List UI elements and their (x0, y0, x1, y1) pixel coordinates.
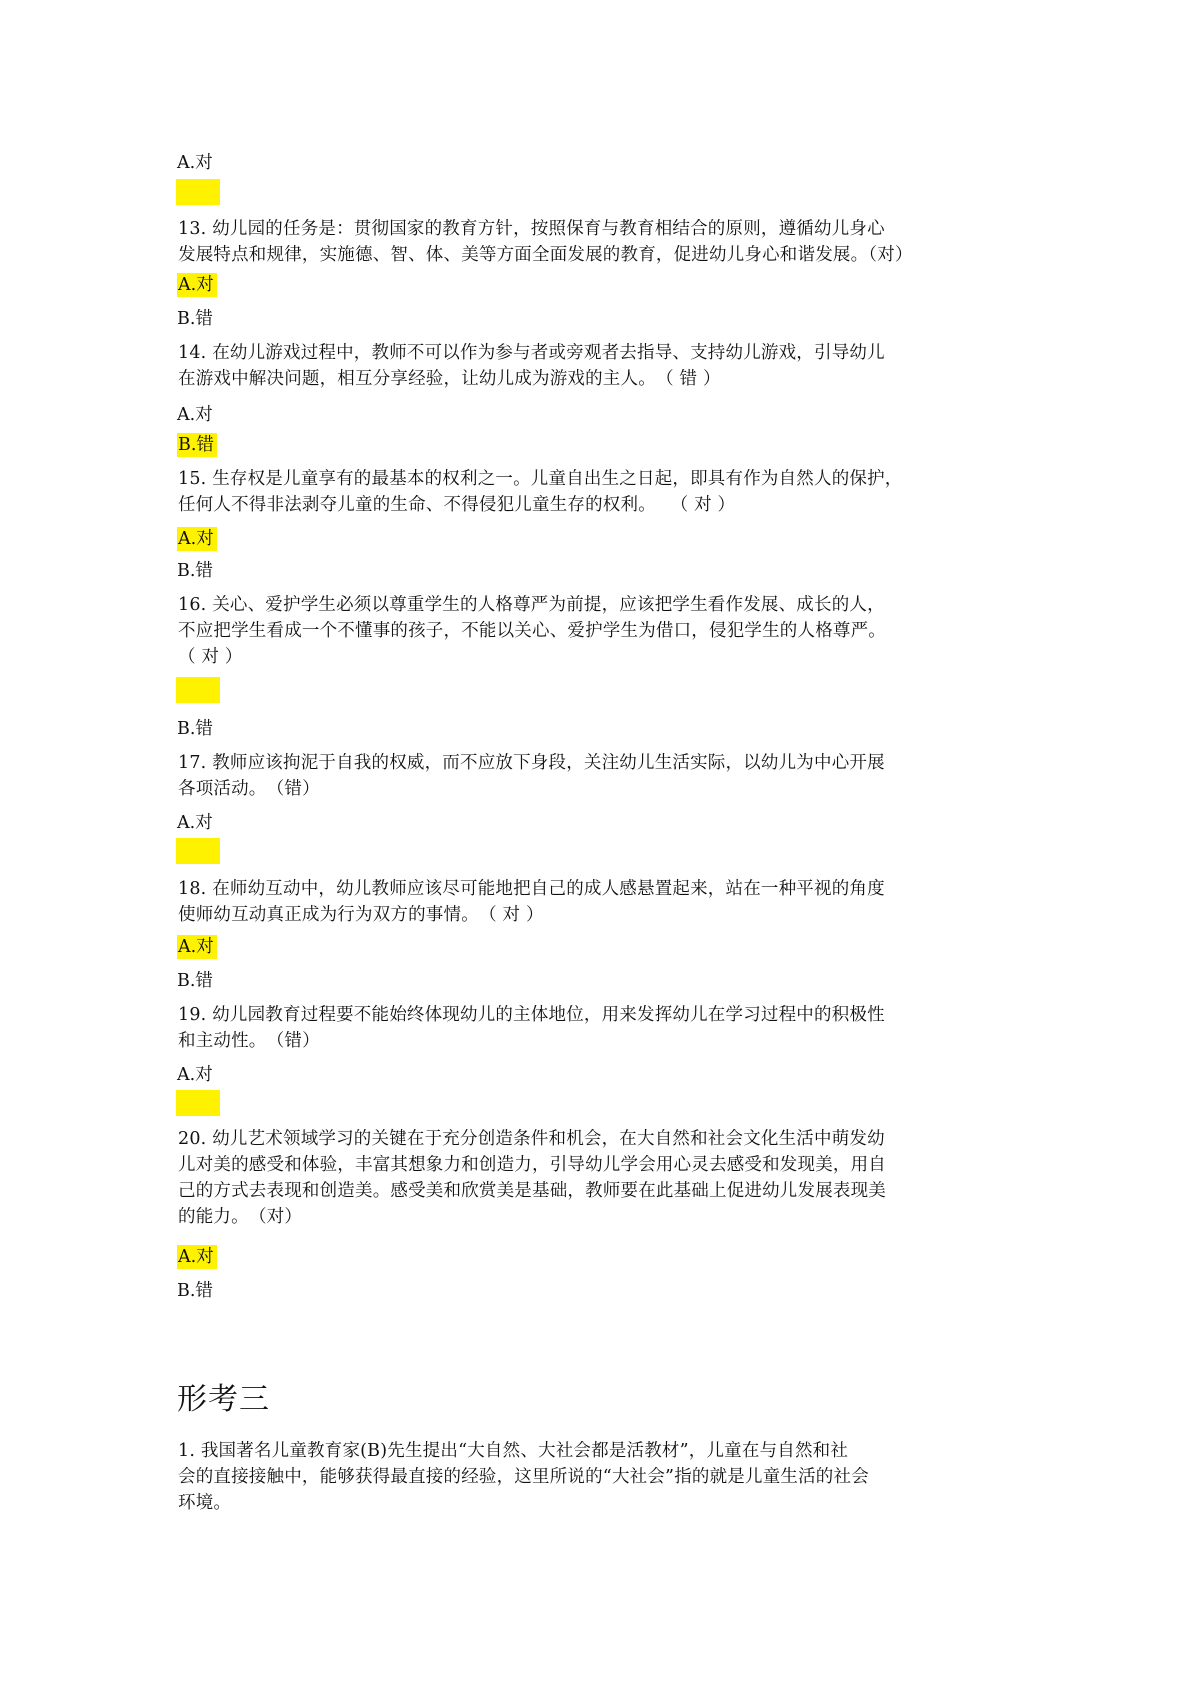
q17-text-line-2: 各项活动。 （错） (178, 779, 320, 799)
q19-option-a: A.对 (177, 1065, 213, 1085)
q19-option-b-highlight (176, 1090, 220, 1116)
q12-option-b-highlight (176, 179, 220, 205)
q19-text-line-2: 和主动性。 （错） (178, 1031, 320, 1051)
q15-text-line-2: 任何人不得非法剥夺儿童的生命、不得侵犯儿童生存的权利。 （ 对 ） (178, 495, 736, 515)
q16-option-a-highlight (176, 677, 220, 703)
q20-text-line-3: 己的方式去表现和创造美。感受美和欣赏美是基础，教师要在此基础上促进幼儿发展表现美 (178, 1181, 886, 1201)
q13-option-a-highlighted: A.对 (177, 273, 217, 297)
q18-option-b: B.错 (177, 971, 213, 991)
q15-text-line-1: 15. 生存权是儿童享有的最基本的权利之一。儿童自出生之日起，即具有作为自然人的保护， (178, 469, 903, 489)
q16-text-line-3: （ 对 ） (178, 647, 243, 667)
q14-option-b-highlighted: B.错 (177, 433, 217, 457)
q20-text-line-4: 的能力。 （对） (178, 1207, 303, 1227)
q16-text-line-1: 16. 关心、爱护学生必须以尊重学生的人格尊严为前提，应该把学生看作发展、成长的人， (178, 595, 885, 615)
q16-text-line-2: 不应把学生看成一个不懂事的孩子，不能以关心、爱护学生为借口，侵犯学生的人格尊严。 (178, 621, 886, 641)
q15-option-a-highlighted: A.对 (177, 527, 217, 551)
q20-option-b: B.错 (177, 1281, 213, 1301)
q20-option-a-highlighted: A.对 (177, 1245, 217, 1269)
q14-text-line-1: 14. 在幼儿游戏过程中，教师不可以作为参与者或旁观者去指导、支持幼儿游戏，引导幼儿 (178, 343, 885, 363)
q20-option-a (177, 1246, 217, 1272)
q18-text-line-1: 18. 在师幼互动中，幼儿教师应该尽可能地把自己的成人感悬置起来，站在一种平视的角度 (178, 879, 885, 899)
q17-option-b-highlight (176, 838, 220, 864)
s3q1-text-line-3: 环境。 (178, 1493, 232, 1513)
q17-option-a: A.对 (177, 813, 213, 833)
q20-text-line-1: 20. 幼儿艺术领域学习的关键在于充分创造条件和机会，在大自然和社会文化生活中萌发幼 (178, 1129, 885, 1149)
s3q1-text-line-1: 1. 我国著名儿童教育家(B)先生提出“大自然、大社会都是活教材”，儿童在与自然和社 (178, 1441, 849, 1461)
q13-option-a (177, 274, 217, 300)
q13-option-b: B.错 (177, 309, 213, 329)
q14-option-a: A.对 (177, 405, 213, 425)
q16-option-b: B.错 (177, 719, 213, 739)
section-title: 形考三 (177, 1382, 270, 1417)
q15-option-a (177, 528, 217, 554)
q18-option-a (177, 936, 217, 962)
q14-option-b (177, 434, 217, 460)
q12-option-a: A.对 (177, 153, 213, 173)
q19-text-line-1: 19. 幼儿园教育过程要不能始终体现幼儿的主体地位，用来发挥幼儿在学习过程中的积极性 (178, 1005, 885, 1025)
q18-text-line-2: 使师幼互动真正成为行为双方的事情。 （ 对 ） (178, 905, 544, 925)
q13-text-line-1: 13. 幼儿园的任务是：贯彻国家的教育方针，按照保育与教育相结合的原则，遵循幼儿身心 (178, 219, 885, 239)
q15-option-b: B.错 (177, 561, 213, 581)
q13-text-line-2: 发展特点和规律，实施德、智、体、美等方面全面发展的教育，促进幼儿身心和谐发展。（对） (178, 245, 913, 265)
q14-text-line-2: 在游戏中解决问题，相互分享经验，让幼儿成为游戏的主人。 （ 错 ） (178, 369, 721, 389)
s3q1-text-line-2: 会的直接接触中，能够获得最直接的经验，这里所说的“大社会”指的就是儿童生活的社会 (178, 1467, 869, 1487)
q20-text-line-2: 儿对美的感受和体验，丰富其想象力和创造力，引导幼儿学会用心灵去感受和发现美，用自 (178, 1155, 886, 1175)
q18-option-a-highlighted: A.对 (177, 935, 217, 959)
q17-text-line-1: 17. 教师应该拘泥于自我的权威，而不应放下身段，关注幼儿生活实际，以幼儿为中心开展 (178, 753, 885, 773)
